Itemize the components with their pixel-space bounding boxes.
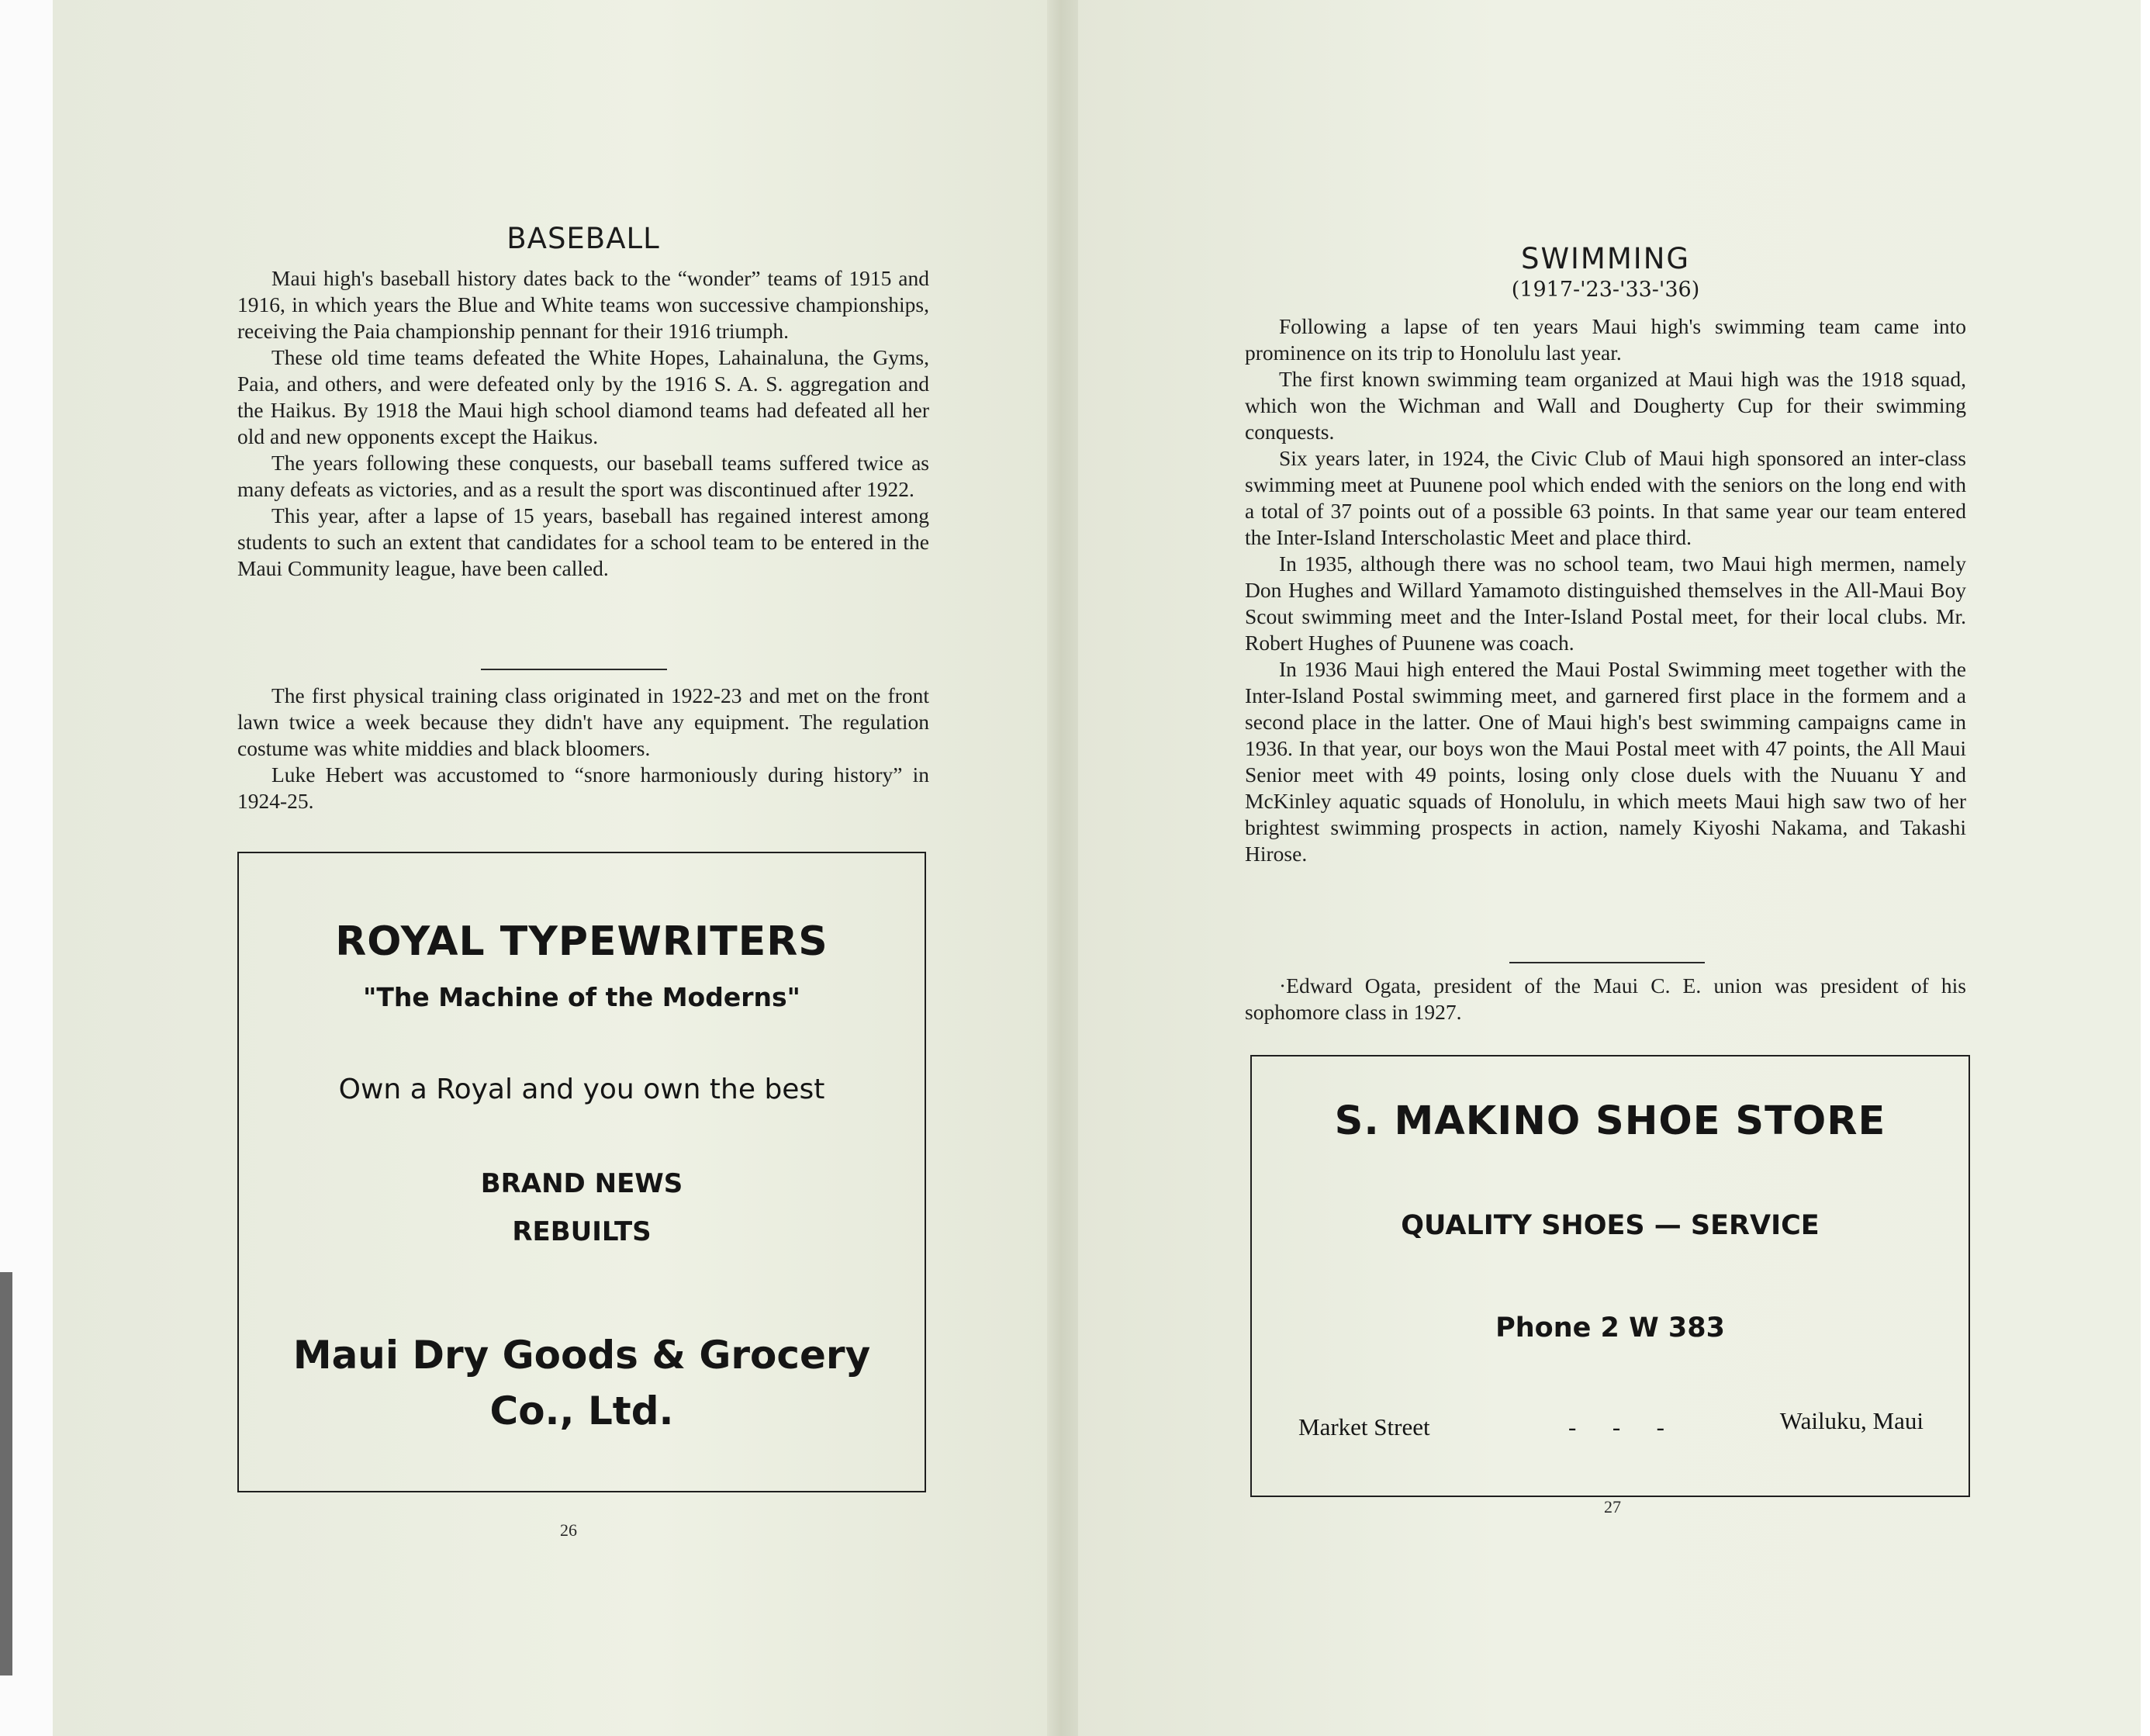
- ad-slogan: "The Machine of the Moderns": [363, 982, 800, 1012]
- baseball-paragraph-2: These old time teams defeated the White Hopes, Lahainaluna, the Gyms, Paia, and others, and were defeated only by the 1916 S. A. S. aggregation and the Haikus. By 1918 the Maui high school diamond teams had defeated all her old and new opponents except the Haikus.: [237, 345, 929, 448]
- swimming-paragraph-5: In 1936 Maui high entered the Maui Postal Swimming meet together with the Inter-Island Postal swimming meet, and garnered first place in the formem and a second place in the latter. One of Maui high's best swimming campaigns came in 1936. In that year, our boys won the Maui Postal meet with 47 points, the All Maui Senior meet with 49 points, losing only close duels with the Nuuanu Y and McKinley aquatic squads of Honolulu, in which meets Maui high saw two of her brightest swimming prospects in action, namely Kiyoshi Nakama, and Takashi Hirose.: [1245, 657, 1966, 866]
- section-divider-right: [1509, 962, 1705, 963]
- baseball-paragraph-1: Maui high's baseball history dates back to the “wonder” teams of 1915 and 1916, in which years the Blue and White teams won successive championships, receiving the Paia championship pennant for their 1916 triumph.: [237, 266, 929, 343]
- baseball-article: [237, 265, 929, 582]
- baseball-title: BASEBALL: [506, 222, 660, 255]
- swimming-title: SWIMMING: [1520, 242, 1691, 275]
- ad-dashes: - - -: [1568, 1413, 1664, 1440]
- swimming-article: [1245, 313, 1966, 867]
- swimming-paragraph-2: The first known swimming team organized at Maui high was the 1918 squad, which won the Wichman and Wall and Dougherty Cup for their swimming conquests.: [1245, 367, 1966, 444]
- swimming-paragraph-1: Following a lapse of ten years Maui high's swimming team came into prominence on its trip to Honolulu last year.: [1245, 314, 1966, 365]
- page-edge-shadow: [0, 1272, 12, 1675]
- ad-company-line1: Maui Dry Goods & Grocery: [292, 1333, 871, 1378]
- baseball-paragraph-3: The years following these conquests, our baseball teams suffered twice as many defeats as victories, and as a result the sport was discontinued after 1922.: [237, 451, 929, 501]
- note-edward-ogata: ·Edward Ogata, president of the Maui C. E. union was president of his sophomore class in 1927.: [1245, 973, 1966, 1024]
- right-note: [1245, 973, 1966, 1025]
- book-gutter: [1047, 0, 1078, 1736]
- swimming-years: (1917-'23-'33-'36): [1511, 278, 1700, 302]
- page-number-left: 26: [560, 1520, 577, 1540]
- baseball-paragraph-4: This year, after a lapse of 15 years, baseball has regained interest among students to such an extent that candidates for a school team to be entered in the Maui Community league, have been called.: [237, 503, 929, 580]
- royal-typewriters-ad: [237, 852, 926, 1492]
- section-divider-left: [481, 669, 667, 670]
- ad-phone: Phone 2 W 383: [1495, 1312, 1725, 1343]
- ad-rebuilts: REBUILTS: [512, 1216, 652, 1247]
- ad-street: Market Street: [1298, 1413, 1430, 1440]
- makino-shoe-store-ad: [1250, 1055, 1970, 1497]
- ad-tagline: Own a Royal and you own the best: [338, 1074, 825, 1105]
- ad-city: Wailuku, Maui: [1779, 1407, 1924, 1434]
- ad-company-line2: Co., Ltd.: [489, 1388, 674, 1433]
- ad-brand: ROYAL TYPEWRITERS: [335, 918, 828, 965]
- ad-store-name: S. MAKINO SHOE STORE: [1334, 1098, 1886, 1144]
- ad-brand-news: BRAND NEWS: [480, 1168, 683, 1199]
- swimming-paragraph-3: Six years later, in 1924, the Civic Club of Maui high sponsored an inter-class swimming meet at Puunene pool which ended with the seniors on the long end with a total of 37 points out of a possible 63 points. In that same year our team entered the Inter-Island Interscholastic Meet and place third.: [1245, 446, 1966, 549]
- ad-service: QUALITY SHOES — SERVICE: [1401, 1210, 1820, 1241]
- note-physical-training: The first physical training class originated in 1922-23 and met on the front lawn twice a week because they didn't have any equipment. The regulation costume was white middies and black bloomers.: [237, 683, 929, 760]
- note-luke-hebert: Luke Hebert was accustomed to “snore harmoniously during history” in 1924-25.: [237, 763, 929, 813]
- page-number-right: 27: [1604, 1497, 1621, 1516]
- swimming-paragraph-4: In 1935, although there was no school team, two Maui high mermen, namely Don Hughes and Willard Yamamoto distinguished themselves in the All-Maui Boy Scout swimming meet and the Inter-Island Postal meet, for their local clubs. Mr. Robert Hughes of Puunene was coach.: [1245, 552, 1966, 655]
- scan-margin-right: [2141, 0, 2150, 1736]
- left-notes: [237, 683, 929, 814]
